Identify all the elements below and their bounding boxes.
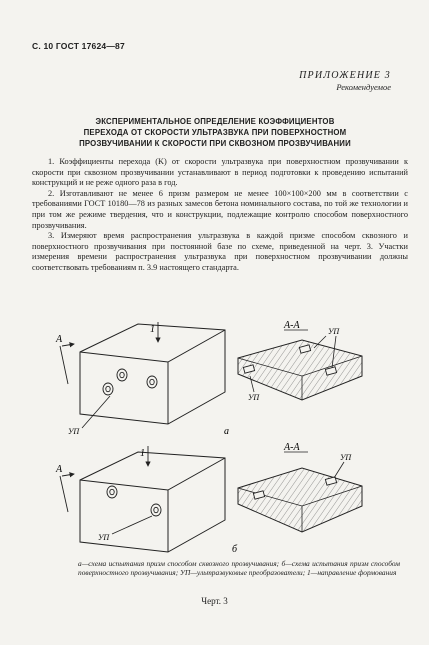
label-up-a: УП (68, 427, 80, 436)
paragraph-1: 1. Коэффициенты перехода (K) от скорости ультразвука при поверхностном прозвучивании к скорости при сквозном прозвучивании устанавливают в период подготовки к проведению испытаний конструкций и не реже одного раза в год. (32, 157, 408, 188)
title-line-2: ПЕРЕХОДА ОТ СКОРОСТИ УЛЬТРАЗВУКА ПРИ ПОВЕРХНОСТНОМ (83, 128, 347, 137)
figure-3-drawing (40, 316, 380, 556)
label-scheme-a: а (224, 426, 229, 437)
transducers-a (103, 369, 157, 395)
appendix-subtitle: Рекомендуемое (336, 82, 391, 92)
paragraph-3: 3. Измеряют время распространения ультразвука в каждой призме способом сквозного и поверхностного прозвучивания при постоянной базе по схеме, приведенной на черт. 3. Участки измерения времени распространения ультразвука при поверхностном прозвучивании должны соответствовать требованиям п. 3.9 настоящего стандарта. (32, 231, 408, 272)
appendix-title: ПРИЛОЖЕНИЕ 3 (299, 70, 391, 81)
figure-number: Черт. 3 (201, 596, 228, 606)
label-scheme-b: б (232, 544, 238, 555)
prism-a (80, 324, 225, 424)
section-line-a (60, 346, 68, 384)
label-up-section-a-2: УП (248, 393, 260, 402)
label-up-section-a: УП (328, 327, 340, 336)
figure-caption: а—схема испытания призм способом сквозного прозвучивания; б—схема испытания призм способом поверхностного прозвучивания; УП—ультразвуковые преобразователи; 1—направление формования (78, 559, 400, 578)
appendix-block (299, 70, 391, 92)
label-b-section-mark: А (56, 464, 63, 475)
scheme-a (55, 320, 362, 437)
label-up-b: УП (98, 533, 110, 542)
label-forming-a: 1 (150, 324, 155, 335)
document-title (30, 116, 400, 149)
page-header: С. 10 ГОСТ 17624—87 (32, 41, 125, 51)
label-up-section-b: УП (340, 453, 352, 462)
label-a-section-mark: А (56, 334, 63, 345)
scheme-b (55, 442, 362, 555)
transducers-b (107, 486, 161, 516)
section-b-prism (238, 468, 362, 532)
body-text (32, 157, 408, 274)
section-title-b: А-А (284, 442, 300, 453)
paragraph-2: 2. Изготавливают не менее 6 призм размером не менее 100×100×200 мм в соответствии с требованиями ГОСТ 10180—78 из разных замесов бетона номинального состава, по той же технологии и при том же режиме твердения, что и конструкции, подлежащие контролю способом поверхностного прозвучивания. (32, 188, 408, 230)
title-line-1: ЭКСПЕРИМЕНТАЛЬНОЕ ОПРЕДЕЛЕНИЕ КОЭФФИЦИЕНТОВ (95, 117, 335, 126)
section-title-a: А-А (284, 320, 300, 331)
title-line-3: ПРОЗВУЧИВАНИИ К СКОРОСТИ ПРИ СКВОЗНОМ ПРОЗВУЧИВАНИИ (79, 139, 351, 148)
label-forming-b: 1 (140, 448, 145, 459)
